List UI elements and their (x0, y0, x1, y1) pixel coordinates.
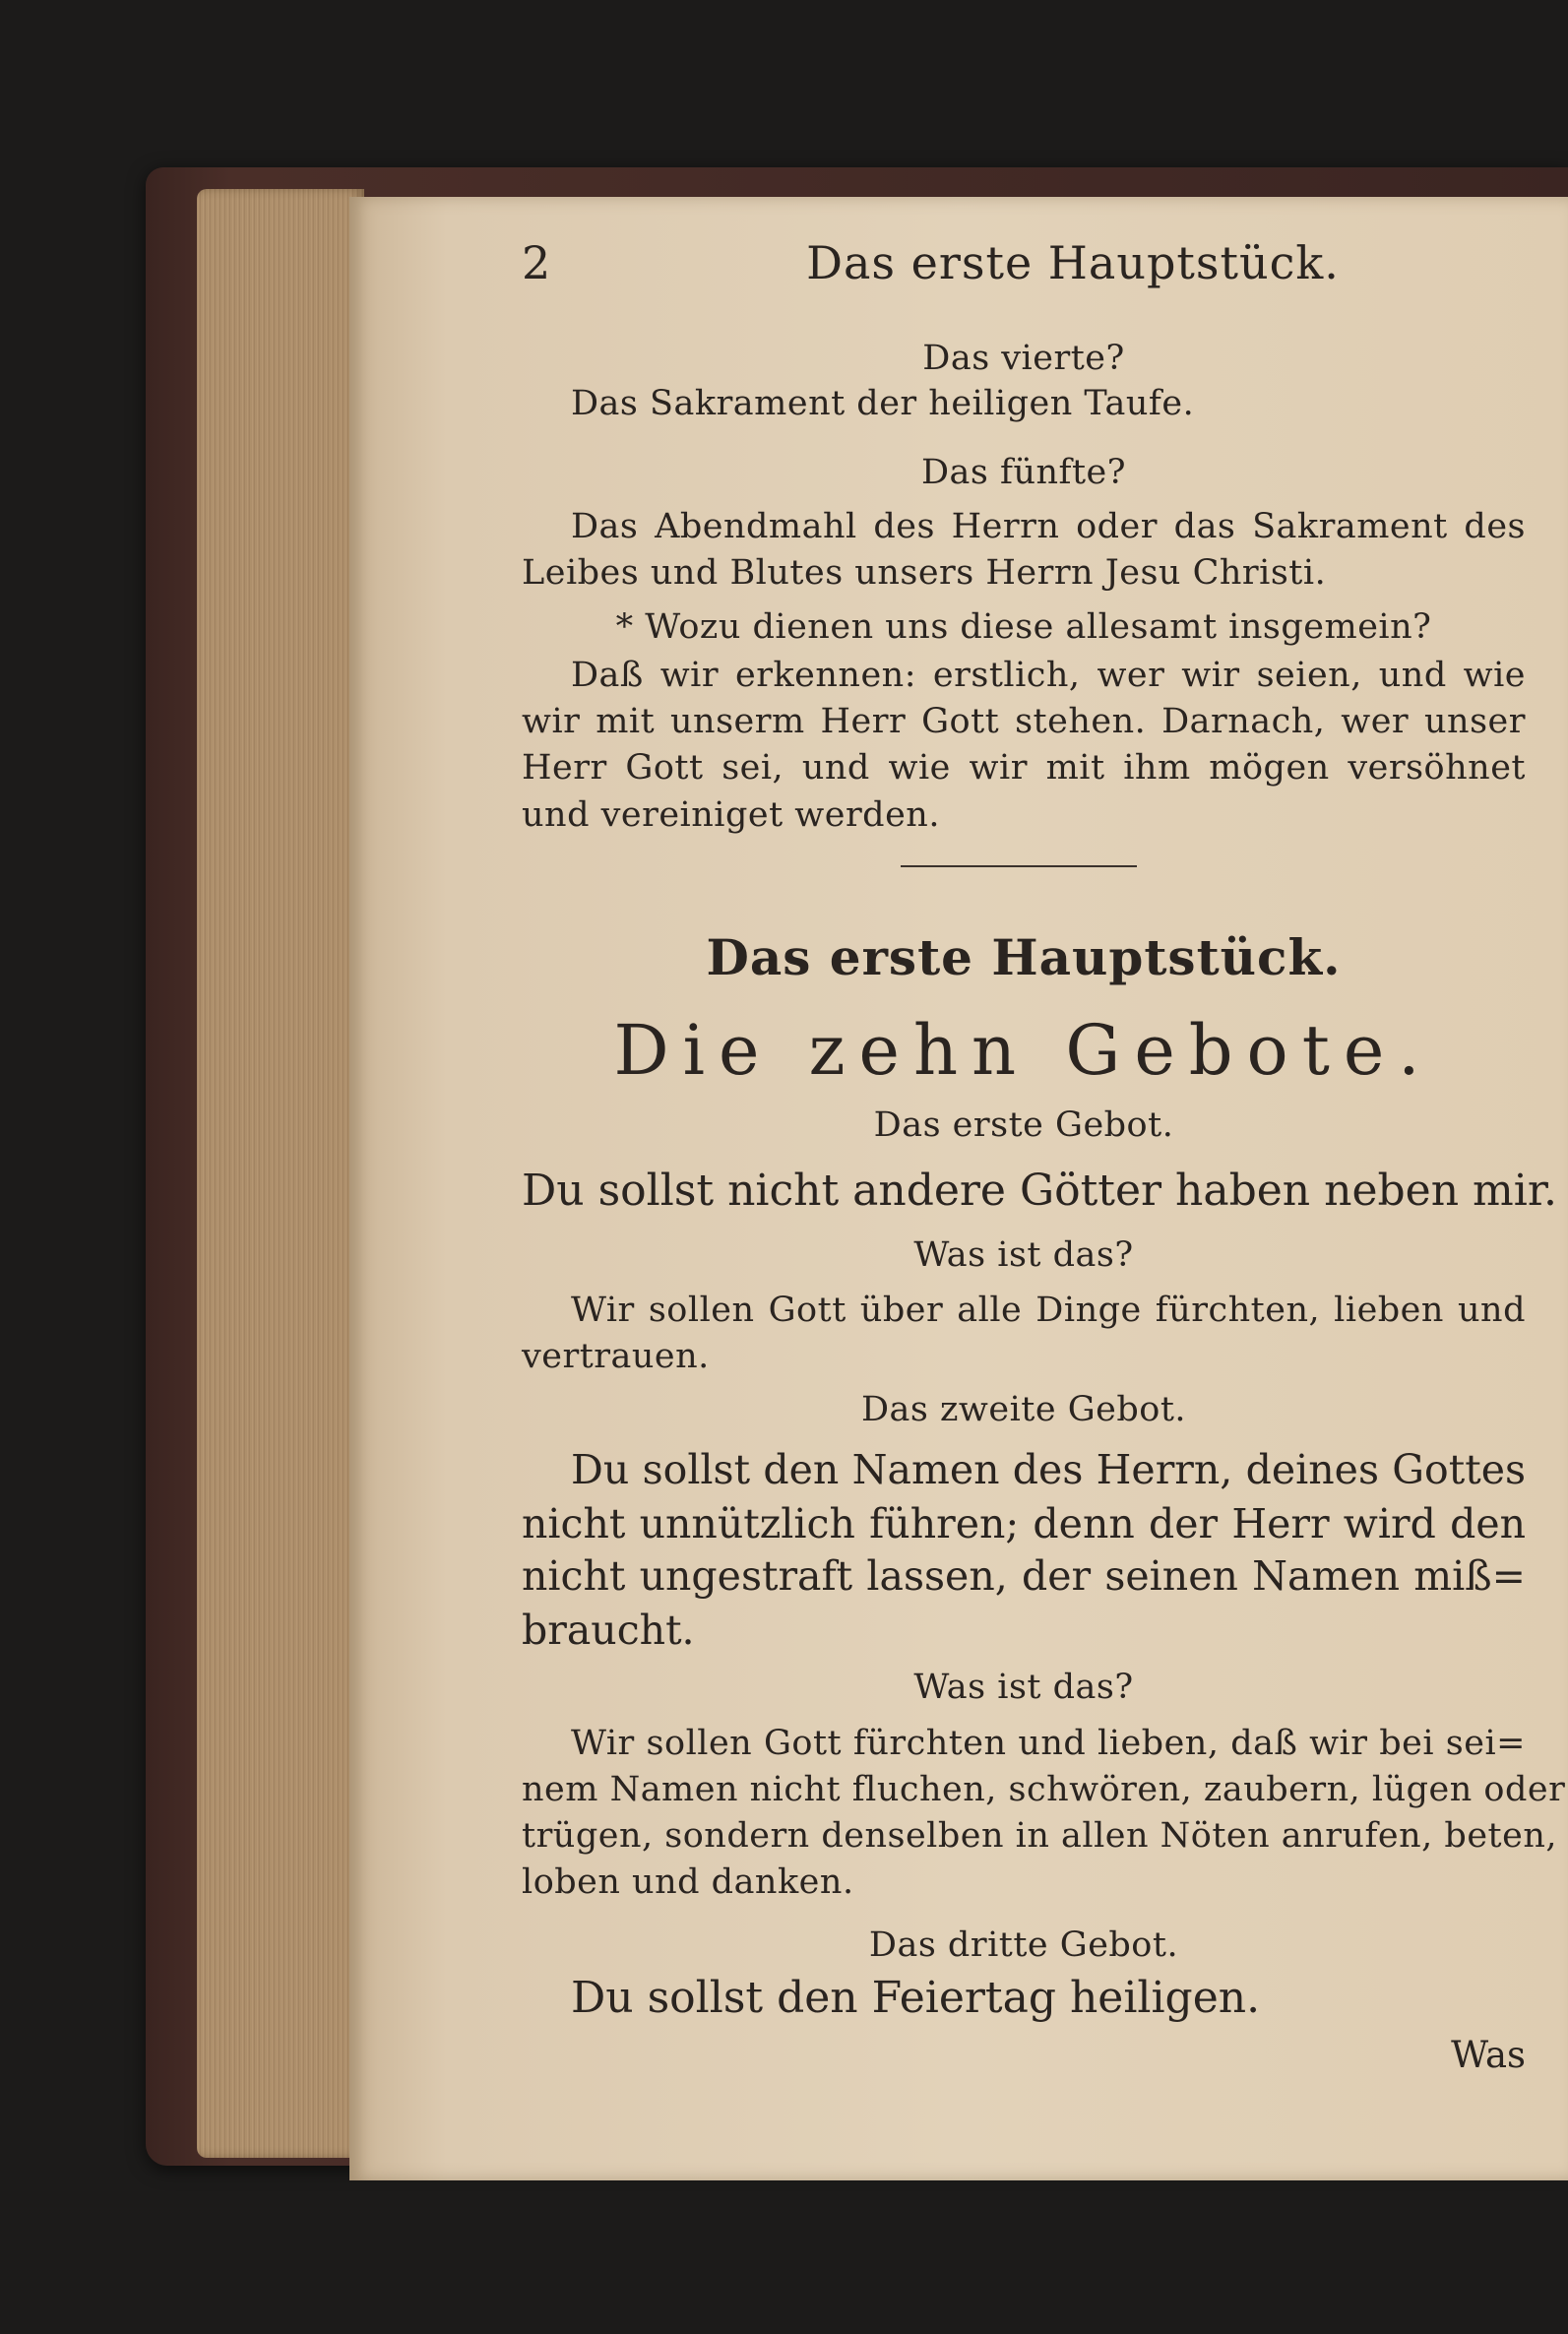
commandment-text-line: nicht unnützlich führen; denn der Herr wird den (522, 1500, 1526, 1547)
catchword: Was (1451, 2034, 1526, 2076)
commandment-text-line: Du sollst den Namen des Herrn, deines Gottes (571, 1446, 1526, 1493)
commandment-label: Das zweite Gebot. (860, 1390, 1187, 1429)
answer-fifth-line: Das Abendmahl des Herrn oder das Sakrament des (571, 507, 1526, 546)
answer-purpose-line: und vereiniget werden. (522, 795, 940, 835)
chapter-title: Die zehn Gebote. (613, 1010, 1434, 1091)
commandment-text: Du sollst nicht andere Götter haben neben mir. (522, 1166, 1558, 1216)
question: Was ist das? (913, 1668, 1134, 1707)
section-divider (901, 865, 1137, 867)
commandment-label: Das erste Gebot. (873, 1105, 1174, 1145)
chapter-heading: Das erste Hauptstück. (706, 928, 1342, 986)
commandment-text-line: nicht ungestraft lassen, der seinen Namen miß= (522, 1552, 1526, 1600)
answer-purpose-line: Daß wir erkennen: erstlich, wer wir seien, und wie (571, 656, 1526, 695)
answer-line: Wir sollen Gott über alle Dinge fürchten, lieben und (571, 1291, 1526, 1330)
answer-line: Wir sollen Gott fürchten und lieben, daß wir bei sei= (571, 1724, 1526, 1763)
answer-purpose-line: Herr Gott sei, und wie wir mit ihm mögen versöhnet (522, 748, 1526, 788)
commandment-label: Das dritte Gebot. (868, 1925, 1179, 1965)
answer-fourth: Das Sakrament der heiligen Taufe. (571, 384, 1195, 423)
answer-line: vertrauen. (522, 1337, 710, 1376)
page-number: 2 (522, 236, 551, 289)
answer-purpose-line: wir mit unserm Herr Gott stehen. Darnach, wer unser (522, 702, 1526, 741)
question-fourth: Das vierte? (922, 339, 1125, 378)
question-purpose: * Wozu dienen uns diese allesamt insgemein? (615, 607, 1432, 647)
page-edges (197, 189, 364, 2158)
commandment-text-line: braucht. (522, 1607, 695, 1654)
answer-line: nem Namen nicht fluchen, schwören, zaubern, lügen oder (522, 1770, 1566, 1809)
answer-fifth-line: Leibes und Blutes unsers Herrn Jesu Christi. (522, 553, 1327, 593)
question: Was ist das? (913, 1235, 1134, 1275)
running-head: Das erste Hauptstück. (806, 236, 1340, 289)
commandment-text: Du sollst den Feiertag heiligen. (571, 1973, 1261, 2023)
answer-line: loben und danken. (522, 1862, 854, 1902)
answer-line: trügen, sondern denselben in allen Nöten anrufen, beten, (522, 1816, 1557, 1856)
question-fifth: Das fünfte? (920, 453, 1127, 492)
